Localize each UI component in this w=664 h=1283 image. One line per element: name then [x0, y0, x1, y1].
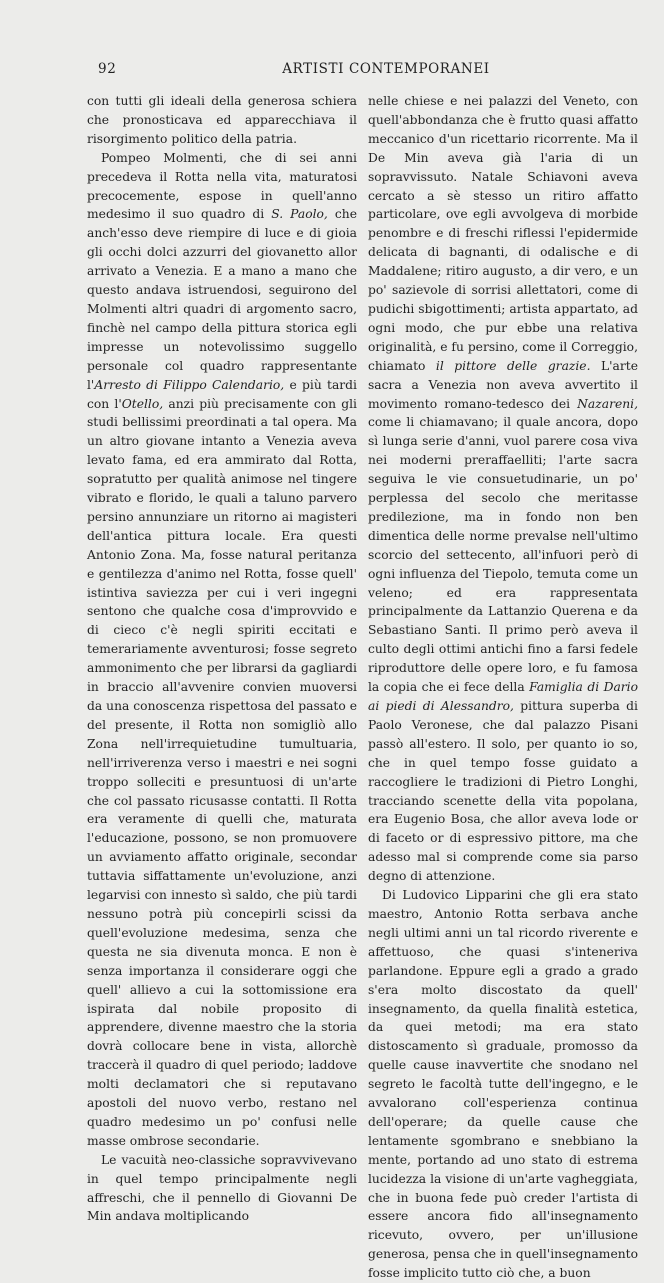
page-header	[0, 58, 664, 82]
text-run: pittura superba di Paolo Veronese, che dal palazzo Pisani passò all'estero. Il solo, per quanto io so, che in quel tempo fosse guidato a raccogliere le tradizioni di Pietro Longhi, tracciando scenette della vita popolana, era Eugenio Bosa, che allor aveva lode or di faceto or di espressivo pittore, ma che adesso mal si comprende come sia parso degno di attenzione.	[368, 699, 638, 884]
left-column	[87, 92, 357, 1226]
artwork-title: Arresto di Filippo Calendario,	[94, 377, 285, 392]
text-run: L'arte sacra a Venezia non aveva avvertito il movimento romano-tedesco dei	[368, 358, 638, 411]
text-run: come li chiamavano; il quale ancora, dopo sì lunga serie d'anni, vuol parere cosa viva nei moderni preraffaelliti; l'arte sacra seguiva le vie consuetudinarie, un po' perplessa del secolo che meritasse predilezione, ma in fondo non ben dimentica delle norme prevalse nell'ultimo scorcio del settecento, all'infuori però di ogni influenza del Tiepolo, temuta come un veleno; ed era rappresentata principalmente da Lattanzio Querena e da Sebastiano Santi. Il primo però aveva il culto degli ottimi antichi fino a farsi fedele riproduttore delle opere loro, e fu famosa la copia che ei fece della	[368, 415, 638, 695]
paragraph-continuation	[87, 92, 357, 149]
text-run: che anch'esso deve riempire di luce e di gioia gli occhi dolci azzurri del giovanetto allor arrivato a Venezia. E a mano a mano che questo andava istruendosi, seguirono del Molmenti altri quadri di argomento sacro, finchè nel campo della pittura storica egli impresse un notevolissimo suggello personale col quadro rappresentante l'	[87, 207, 357, 392]
text-run: anzi più precisamente con gli studi bellissimi preordinati a tal opera. Ma un altro giovane intanto a Venezia aveva levato fama, ed era ammirato dal Rotta, sopratutto per qualità animose nel tingere vibrato e florido, le quali a taluno parvero persino annunziare un ritorno ai magisteri dell'antica pittura locale. Era questi Antonio Zona. Ma, fosse natural peritanza e gentilezza d'animo nel Rotta, fosse quell' istintiva saviezza per cui i veri ingegni sentono che qualche cosa d'improvvido e di cieco c'è negli spiriti eccitati e temerariamente avventurosi; fosse segreto ammonimento che per librarsi da gagliardi in braccio all'avvenire convien muoversi da una conoscenza rispettosa del passato e del presente, il Rotta non somigliò allo Zona nell'irrequietudine tumultuaria, nell'irriverenza verso i maestri e nei sogni troppo solleciti e presuntuosi di un'arte che col passato ricusasse contatti. Il Rotta era veramente di quelli che, maturata l'educazione, possono, se non promuovere un avviamento affatto originale, secondar tuttavia siffattamente un'evoluzione, anzi legarvisi con innesto sì saldo, che più tardi nessuno potrà più concepirli scissi da quell'evoluzione medesima, senza che questa ne sia divenuta monca. E non è senza importanza il considerare oggi che quell' allievo a cui la sottomissione era ispirata dal nobile proposito di apprendere, divenne maestro che la storia dovrà collocare bene in vista, allorchè traccerà il quadro di quel periodo; laddove molti declamatori che si reputavano apostoli del nuovo verbo, restano nel quadro medesimo un po' confusi nelle masse ombrose secondarie.	[87, 396, 357, 1148]
text-run: Di Ludovico Lipparini che gli era stato maestro, Antonio Rotta serbava anche negli ultimi anni un tal ricordo riverente e affettuoso, che quasi s'inteneriva parlandone. Eppure egli a grado a grado s'era molto discostato da quell' insegnamento, da quella finalità estetica, da quei metodi; ma era stato distoscamento sì graduale, promosso da quelle cause inavvertite che snodano nel segreto le facoltà tutte dell'ingegno, e le avvalorano coll'esperienza continua dell'operare; da quelle cause che lentamente sgombrano e snebbiano la mente, portando ad uno stato di estrema lucidezza la visione di un'arte vagheggiata, che in buona fede può creder l'artista di essere ancora fido all'insegnamento ricevuto, ovvero, per un'illusione generosa, pensa che in quell'insegnamento fosse implicito tutto ciò che, a buon	[368, 888, 638, 1281]
running-title: ARTISTI CONTEMPORANEI	[282, 61, 490, 77]
quoted-epithet: il pittore delle grazie.	[435, 358, 591, 373]
artwork-title: Otello,	[121, 396, 164, 411]
paragraph-de-min	[368, 92, 638, 886]
text-run: nelle chiese e nei palazzi del Veneto, con quell'abbondanza che è frutto quasi affatto meccanico d'un ricettario ricorrente. Ma il De Min aveva già l'aria di un sopravvissuto. Natale Schiavoni aveva cercato a sè stesso un ritiro affatto particolare, ove egli avvolgeva di morbide penombre e di freschi riflessi l'epidermide delicata di bagnanti, di odalische e di Maddalene; ritiro augusto, a dir vero, e un po' sazievole di sorrisi allettatori, come di pudichi sbigottimenti; artista appartato, ad ogni modo, che pur ebbe una relativa originalità, e fu persino, come il Correggio, chiamato	[368, 94, 638, 373]
text-run: con tutti gli ideali della generosa schiera che pronosticava ed apparecchiava il risorgimento politico della patria.	[87, 94, 357, 146]
right-column	[368, 92, 638, 1283]
movement-name: Nazareni,	[577, 396, 638, 411]
paragraph-neoclassic	[87, 1151, 357, 1227]
text-run: Le vacuità neo-classiche sopravvivevano in quel tempo principalmente negli affreschi, che il pennello di Giovanni De Min andava moltiplicando	[87, 1152, 357, 1224]
paragraph-molmenti	[87, 149, 357, 1151]
text-run: e più tardi con l'	[87, 377, 357, 411]
text-run: Pompeo Molmenti, che di sei anni precedeva il Rotta nella vita, maturatosi precocemente, espose in quell'anno medesimo il suo quadro di	[87, 150, 357, 222]
artwork-title: Famiglia di Dario ai piedi di Alessandro,	[368, 680, 638, 713]
artwork-title: S. Paolo,	[271, 207, 328, 222]
paragraph-lipparini	[368, 886, 638, 1283]
page-number: 92	[98, 61, 117, 77]
